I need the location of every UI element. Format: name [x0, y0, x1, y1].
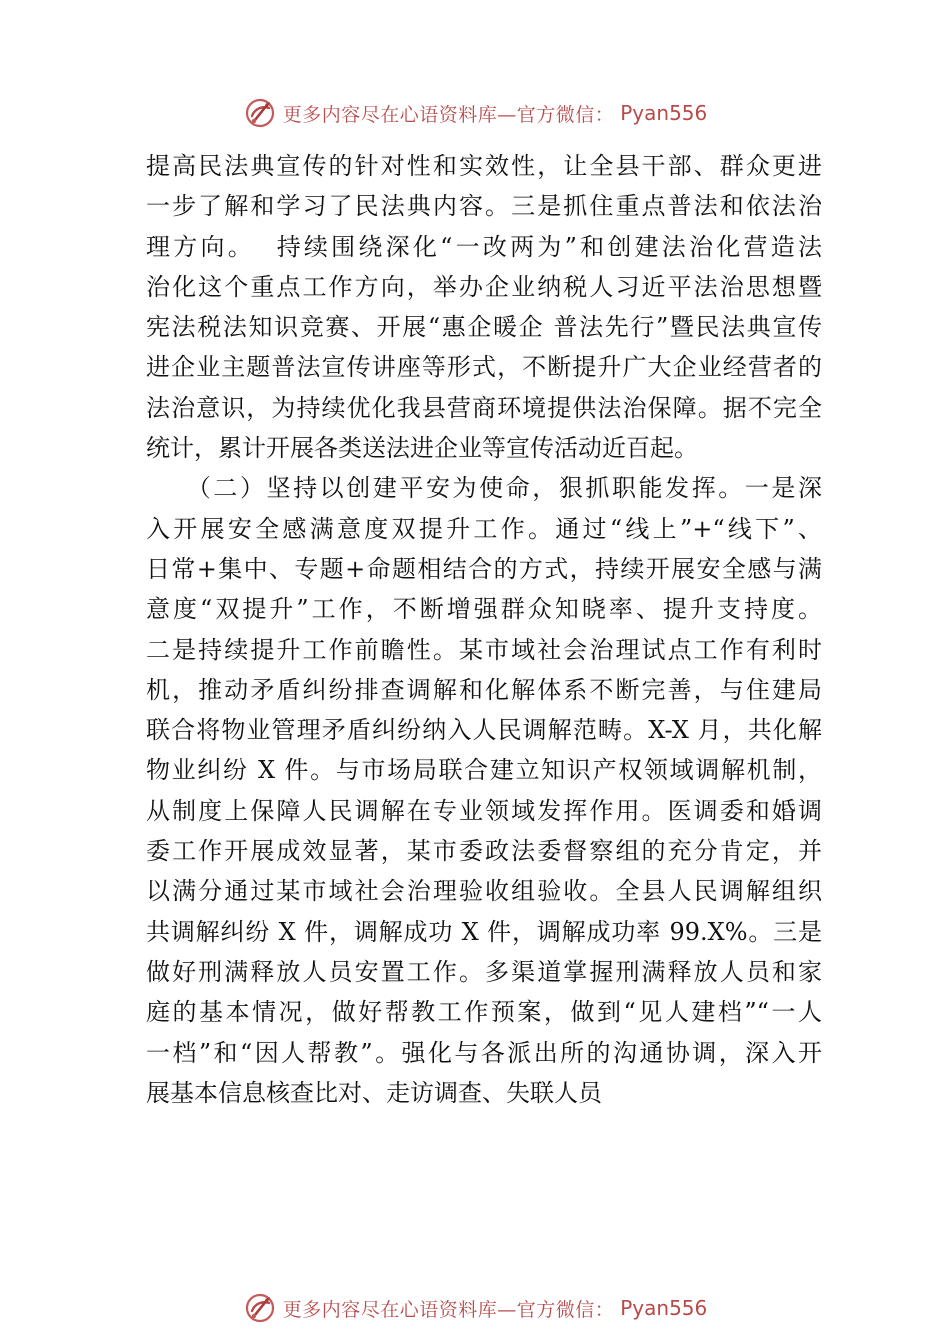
watermark-text: 更多内容尽在心语资料库—官方微信： [282, 1298, 615, 1321]
text-line: 机，推动矛盾纠纷排查调解和化解体系不断完善，与住建局 [146, 675, 822, 704]
text-line: 统计，累计开展各类送法进企业等宣传活动近百起。 [146, 434, 698, 463]
text-line: 庭的基本情况，做好帮教工作预案，做到“见人建档”“一人 [146, 998, 822, 1027]
text-line: 一档”和“因人帮教”。强化与各派出所的沟通协调，深入开 [146, 1038, 822, 1067]
watermark-wechat-id: Pyan556 [620, 1296, 708, 1320]
paragraph-1 [146, 146, 822, 468]
watermark-text: 更多内容尽在心语资料库—官方微信： [282, 103, 615, 126]
text-line: 法治意识，为持续优化我县营商环境提供法治保障。据不完全 [146, 393, 822, 422]
text-line: 物业纠纷 X 件。与市场局联合建立知识产权领域调解机制， [146, 756, 822, 785]
text-line: 理方向。 持续围绕深化“一改两为”和创建法治化营造法 [146, 232, 822, 261]
logo-icon [243, 1291, 277, 1325]
paragraph-2 [146, 468, 822, 1113]
text-line: 日常+集中、专题+命题相结合的方式，持续开展安全感与满 [146, 554, 822, 583]
text-line: （二）坚持以创建平安为使命，狠抓职能发挥。一是深 [146, 474, 822, 503]
text-line: 以满分通过某市域社会治理验收组验收。全县人民调解组织 [146, 877, 822, 906]
text-line: 展基本信息核查比对、走访调查、失联人员 [146, 1078, 602, 1107]
text-line: 意度“双提升”工作，不断增强群众知晓率、提升支持度。 [146, 595, 822, 624]
header-watermark [0, 93, 950, 133]
logo-icon [243, 96, 277, 130]
text-line: 共调解纠纷 X 件，调解成功 X 件，调解成功率 99.X%。三是 [146, 917, 822, 946]
text-line: 委工作开展成效显著，某市委政法委督察组的充分肯定，并 [146, 837, 822, 866]
text-line: 联合将物业管理矛盾纠纷纳入人民调解范畴。X-X 月，共化解 [146, 716, 822, 745]
text-line: 一步了解和学习了民法典内容。三是抓住重点普法和依法治 [146, 192, 822, 221]
text-line: 从制度上保障人民调解在专业领域发挥作用。医调委和婚调 [146, 796, 822, 825]
text-line: 提高民法典宣传的针对性和实效性，让全县干部、群众更进 [146, 152, 822, 180]
text-line: 做好刑满释放人员安置工作。多渠道掌握刑满释放人员和家 [146, 957, 822, 986]
text-line: 进企业主题普法宣传讲座等形式，不断提升广大企业经营者的 [146, 353, 822, 382]
text-line: 治化这个重点工作方向，举办企业纳税人习近平法治思想暨 [146, 272, 822, 301]
text-line: 宪法税法知识竞赛、开展“惠企暖企 普法先行”暨民法典宣传 [146, 313, 822, 342]
footer-watermark [0, 1288, 950, 1328]
watermark-wechat-id: Pyan556 [620, 101, 708, 125]
document-body [146, 146, 822, 1113]
text-line: 二是持续提升工作前瞻性。某市域社会治理试点工作有利时 [146, 635, 822, 664]
text-line: 入开展安全感满意度双提升工作。通过“线上”+“线下”、 [146, 514, 822, 543]
